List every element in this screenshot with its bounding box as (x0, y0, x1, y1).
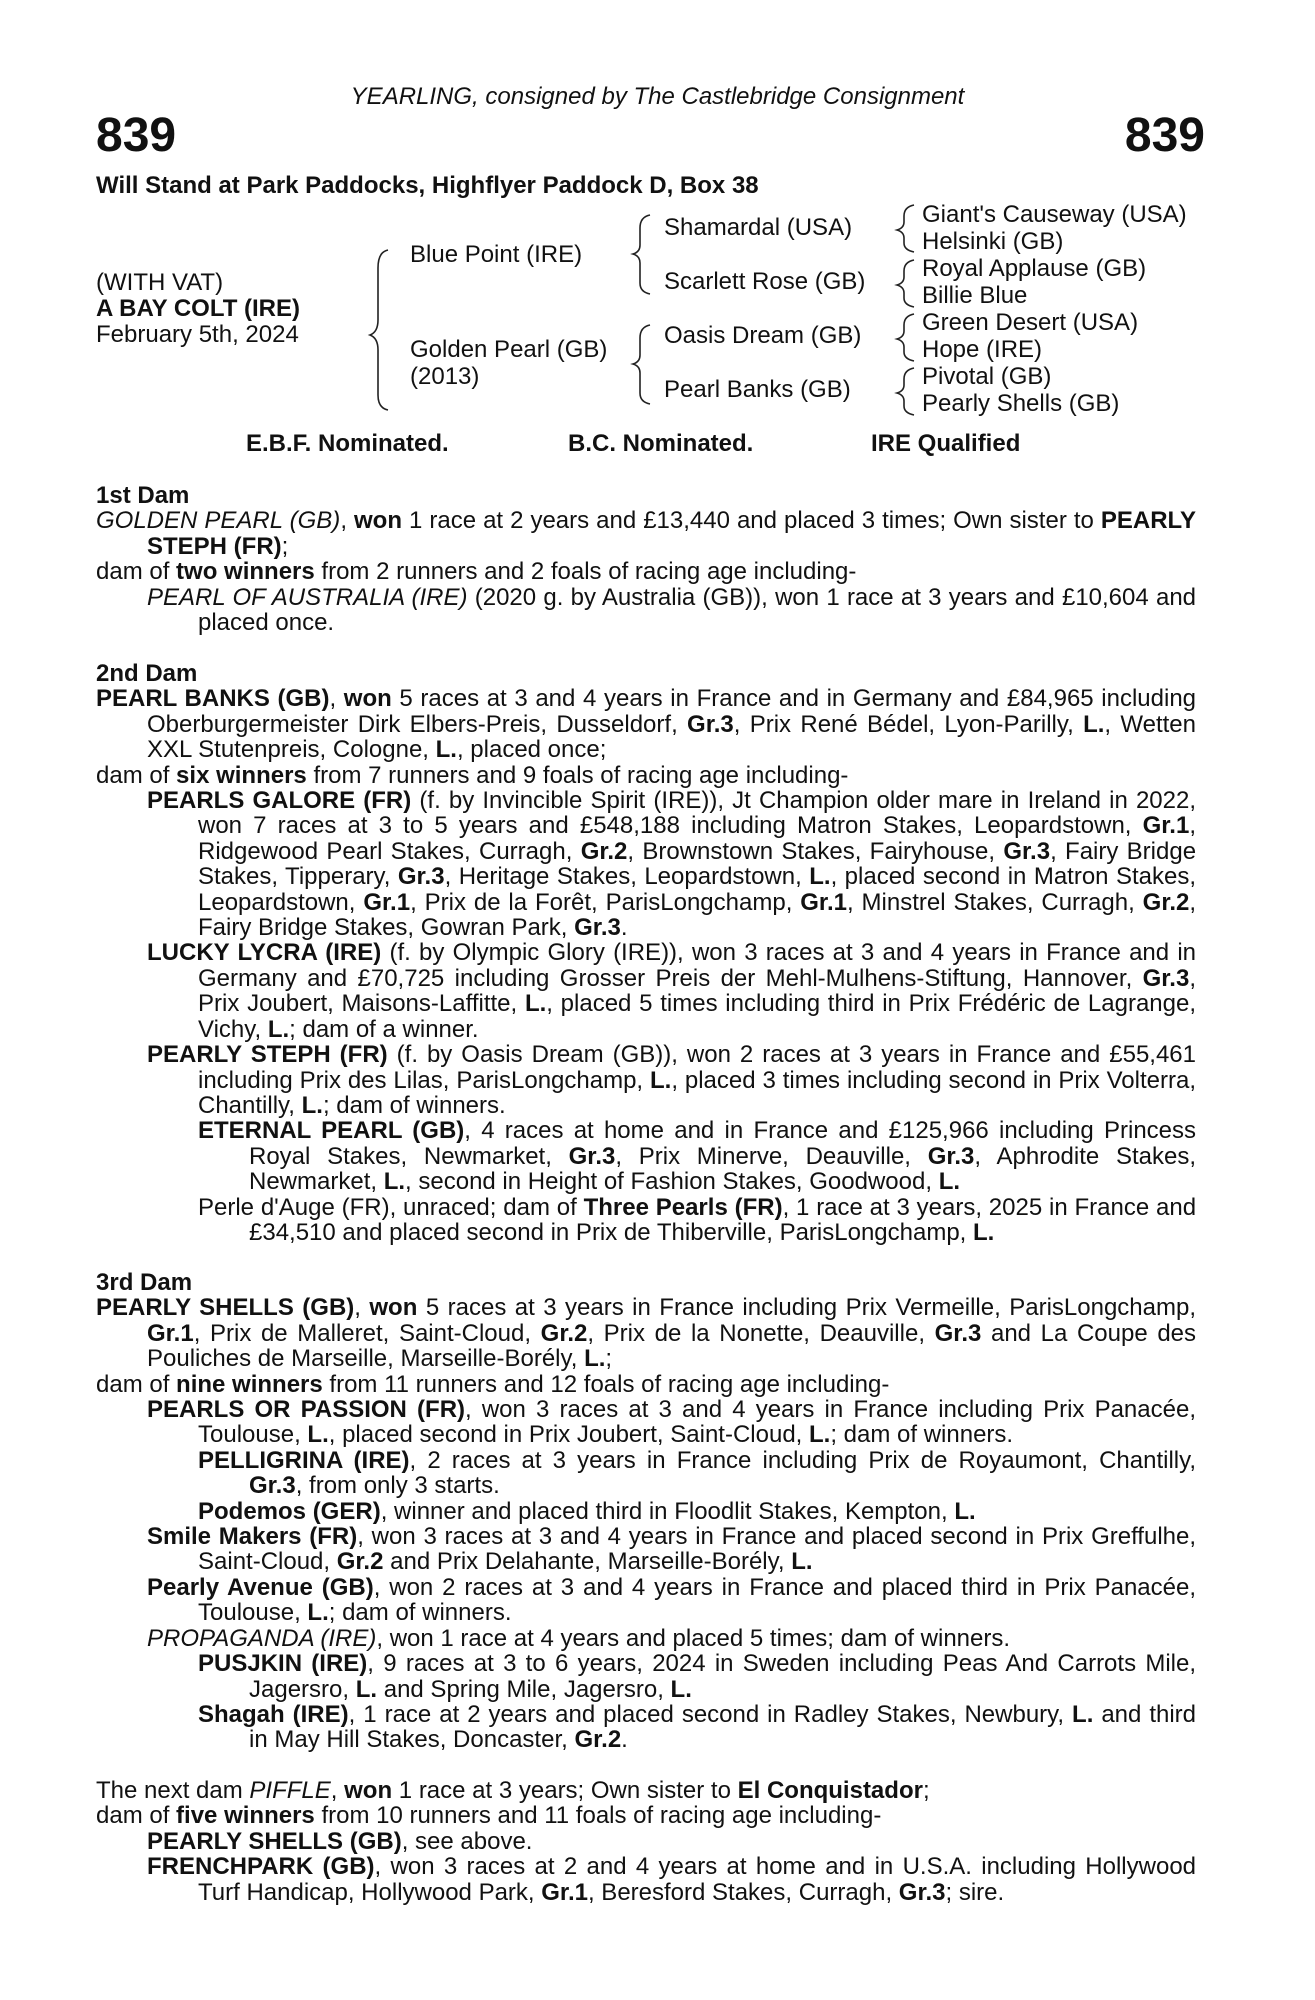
lot-number-left: 839 (96, 109, 177, 162)
pedigree-ssd: Helsinki (GB) (922, 228, 1064, 255)
produce-entry: PEARL OF AUSTRALIA (IRE) (2020 g. by Australia (GB)), won 1 race at 3 years and £10,604 and placed once. (147, 583, 1197, 637)
ebf-nomination: E.B.F. Nominated. (246, 430, 449, 457)
produce-entry: Shagah (IRE), 1 race at 2 years and placed second in Radley Stakes, Newbury, L. and third in May Hill Stakes, Doncaster, Gr.2. (198, 1700, 1197, 1754)
pedigree-sss: Giant's Causeway (USA) (922, 201, 1187, 228)
stand-location: Will Stand at Park Paddocks, Highflyer Paddock D, Box 38 (96, 172, 759, 199)
produce-entry: Smile Makers (FR), won 3 races at 3 and 4 years in France and placed second in Prix Greffulhe, Saint-Cloud, Gr.2 and Prix Delahante, Marseille-Borély, L. (147, 1523, 1197, 1576)
dam-entry: The next dam PIFFLE, won 1 race at 3 years; Own sister to El Conquistador; (96, 1777, 930, 1804)
produce-entry: PELLIGRINA (IRE), 2 races at 3 years in France including Prix de Royaumont, Chantilly, Gr.3, from only 3 starts. (198, 1446, 1197, 1500)
produce-entry: Perle d'Auge (FR), unraced; dam of Three Pearls (FR), 1 race at 3 years, 2025 in France and £34,510 and placed second in Prix de Thiberville, ParisLongchamp, L. (198, 1193, 1197, 1246)
pedigree-ds: Oasis Dream (GB) (664, 322, 862, 349)
dam-entry: GOLDEN PEARL (GB), won 1 race at 2 years and £13,440 and placed 3 times; Own sister to PEARLY STEPH (FR); (96, 507, 1197, 560)
dam-produce-summary: dam of nine winners from 11 runners and 12 foals of racing age including- (96, 1370, 890, 1398)
pedigree-dam: Golden Pearl (GB) (410, 336, 608, 363)
dam-produce-summary: dam of six winners from 7 runners and 9 foals of racing age including- (96, 761, 849, 789)
pedigree-dss: Green Desert (USA) (922, 309, 1139, 336)
pedigree-ddd: Pearly Shells (GB) (922, 390, 1120, 417)
pedigree-dds: Pivotal (GB) (922, 363, 1052, 390)
dam-produce-summary: dam of two winners from 2 runners and 2 foals of racing age including- (96, 558, 857, 586)
produce-entry: ETERNAL PEARL (GB), 4 races at home and in France and £125,966 including Princess Royal Stakes, Newmarket, Gr.3, Prix Minerve, Deauville, Gr.3, Aphrodite Stakes, Newmarket, L., second in Height of Fashion Stakes, Goodwood, L. (198, 1117, 1197, 1196)
produce-entry: PEARLY SHELLS (GB), see above. (147, 1827, 533, 1855)
produce-entry: PEARLS OR PASSION (FR), won 3 races at 3 and 4 years in France including Prix Panacée, Toulouse, L., placed second in Prix Joubert, Saint-Cloud, L.; dam of winners. (147, 1396, 1196, 1449)
section-title: 1st Dam (96, 482, 190, 509)
bc-nomination: B.C. Nominated. (568, 430, 754, 457)
pedigree-dd: Pearl Banks (GB) (664, 376, 851, 403)
pedigree-dam-year: (2013) (410, 363, 480, 390)
pedigree-sd: Scarlett Rose (GB) (664, 268, 866, 295)
produce-entry: PUSJKIN (IRE), 9 races at 3 to 6 years, 2024 in Sweden including Peas And Carrots Mile, Jagersro, L. and Spring Mile, Jagersro, L. (198, 1650, 1197, 1703)
lot-number-right: 839 (1124, 109, 1205, 162)
section-second-dam (96, 661, 1196, 1245)
produce-entry: PEARLS GALORE (FR) (f. by Invincible Spirit (IRE)), Jt Champion older mare in Ireland in 2022, won 7 races at 3 to 5 years and £548,188 including Matron Stakes, Leopardstown, Gr.1, Ridgewood Pearl Stakes, Curragh, Gr.2, Brownstown Stakes, Fairyhouse, Gr.3, Fairy Bridge Stakes, Tipperary, Gr.3, Heritage Stakes, Leopardstown, L., placed second in Matron Stakes, Leopardstown, Gr.1, Prix de la Forêt, ParisLongchamp, Gr.1, Minstrel Stakes, Curragh, Gr.2, Fairy Bridge Stakes, Gowran Park, Gr.3. (147, 787, 1197, 942)
pedigree-sdd: Billie Blue (922, 282, 1028, 309)
ire-qualified: IRE Qualified (871, 430, 1021, 457)
horse-dob: February 5th, 2024 (96, 321, 299, 348)
produce-entry: FRENCHPARK (GB), won 3 races at 2 and 4 years at home and in U.S.A. including Hollywood Turf Handicap, Hollywood Park, Gr.1, Beresford Stakes, Curragh, Gr.3; sire. (147, 1853, 1197, 1906)
consignment-header: YEARLING, consigned by The Castlebridge Consignment (350, 83, 965, 110)
produce-entry: PEARLY STEPH (FR) (f. by Oasis Dream (GB)), won 2 races at 3 years in France and £55,461 including Prix des Lilas, ParisLongchamp, L., placed 3 times including second in Prix Volterra, Chantilly, L.; dam of winners. (147, 1041, 1197, 1119)
dam-entry: PEARLY SHELLS (GB), won 5 races at 3 years in France including Prix Vermeille, ParisLongchamp, Gr.1, Prix de Malleret, Saint-Cloud, Gr.2, Prix de la Nonette, Deauville, Gr.3 and La Coupe des Pouliches de Marseille, Marseille-Borély, L.; (96, 1294, 1197, 1373)
section-first-dam (96, 483, 1196, 635)
section-title: 2nd Dam (96, 660, 198, 687)
produce-entry: PROPAGANDA (IRE), won 1 race at 4 years and placed 5 times; dam of winners. (147, 1624, 1011, 1652)
vat-note: (WITH VAT) (96, 269, 224, 296)
horse-name: A BAY COLT (IRE) (96, 295, 301, 322)
section-third-dam (96, 1270, 1196, 1753)
produce-entry: Pearly Avenue (GB), won 2 races at 3 and 4 years in France and placed third in Prix Panacée, Toulouse, L.; dam of winners. (147, 1573, 1197, 1627)
produce-entry: LUCKY LYCRA (IRE) (f. by Olympic Glory (IRE)), won 3 races at 3 and 4 years in France and in Germany and £70,725 including Grosser Preis der Mehl-Mulhens-Stiftung, Hannover, Gr.3, Prix Joubert, Maisons-Laffitte, L., placed 5 times including third in Prix Frédéric de Lagrange, Vichy, L.; dam of a winner. (147, 939, 1197, 1043)
produce-entry: Podemos (GER), winner and placed third in Floodlit Stakes, Kempton, L. (198, 1497, 976, 1525)
dam-produce-summary: dam of five winners from 10 runners and 11 foals of racing age including- (96, 1802, 882, 1830)
pedigree-ss: Shamardal (USA) (664, 214, 853, 241)
pedigree-sds: Royal Applause (GB) (922, 255, 1147, 282)
pedigree-sire: Blue Point (IRE) (410, 241, 583, 268)
section-title: 3rd Dam (96, 1269, 193, 1296)
pedigree-dsd: Hope (IRE) (922, 336, 1043, 363)
section-next-dam (96, 1778, 1196, 1905)
dam-entry: PEARL BANKS (GB), won 5 races at 3 and 4 years in France and in Germany and £84,965 including Oberburgermeister Dirk Elbers-Preis, Dusseldorf, Gr.3, Prix René Bédel, Lyon-Parilly, L., Wetten XXL Stutenpreis, Cologne, L., placed once; (96, 685, 1197, 764)
